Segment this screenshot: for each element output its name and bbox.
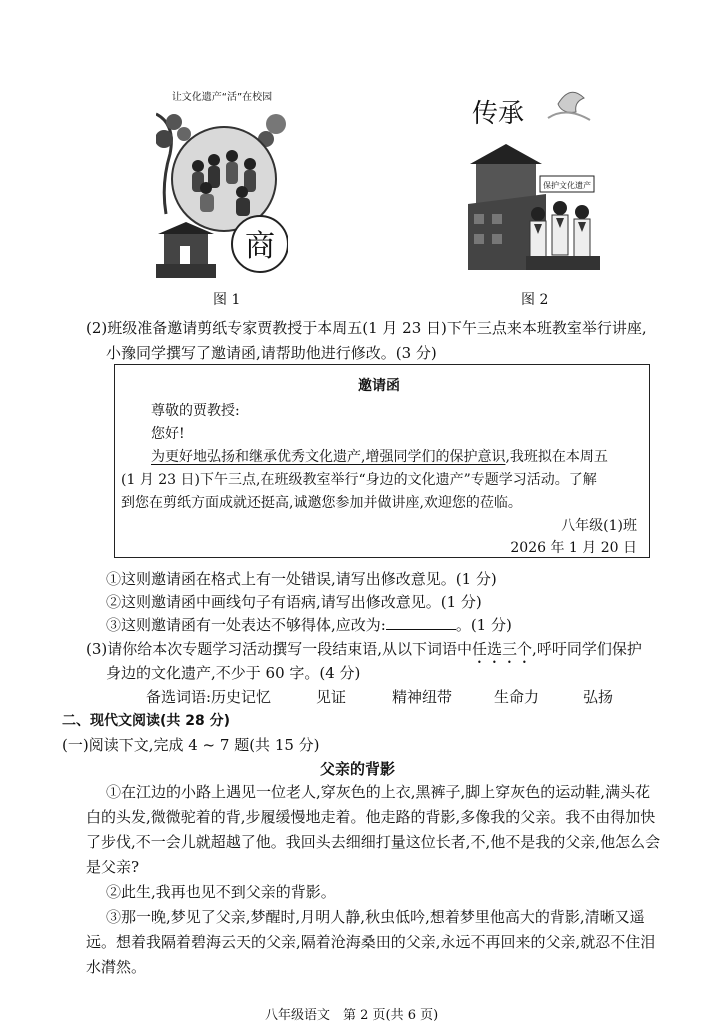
letter-signature: 八年级(1)班 xyxy=(561,518,637,534)
word-bank-item: 弘扬 xyxy=(583,688,614,706)
letter-title: 邀请函 xyxy=(358,378,400,394)
word-bank-item: 精神纽带 xyxy=(392,688,453,706)
figure-2-illustration xyxy=(466,84,600,270)
question-3-line-2: 身边的文化遗产,不少于 60 字。(4 分) xyxy=(106,664,361,682)
answer-blank[interactable] xyxy=(386,615,456,630)
article-title: 父亲的背影 xyxy=(320,760,396,778)
figure-1-title: 让文化遗产“活”在校园 xyxy=(171,92,273,103)
word-bank-item: 生命力 xyxy=(494,688,540,706)
page-footer: 八年级语文 第 2 页(共 6 页) xyxy=(265,1008,439,1023)
figure-1-illustration xyxy=(156,84,288,278)
word-bank-label: 备选词语:历史记忆 xyxy=(146,688,272,706)
paragraph-line: 远。想着我隔着碧海云天的父亲,隔着沧海桑田的父亲,永远不再回来的父亲,就忍不住泪 xyxy=(86,933,656,951)
figure-1 xyxy=(156,84,288,278)
section-2-subheading: (一)阅读下文,完成 4 ~ 7 题(共 15 分) xyxy=(62,736,320,754)
paragraph-line: ①在江边的小路上遇见一位老人,穿灰色的上衣,黑裤子,脚上穿灰色的运动鞋,满头花 xyxy=(106,783,651,801)
letter-body-line-2: (1 月 23 日)下午三点,在班级教室举行“身边的文化遗产”专题学习活动。了解 xyxy=(121,472,597,488)
letter-underlined-sentence: 为更好地弘扬和继承优秀文化遗产,增强同学们的保护意识 xyxy=(151,449,506,465)
question-3-line-1-pre: (3)请你给本次专题学习活动撰写一段结束语,从以下词语中 xyxy=(86,640,473,658)
question-2-line-2: 小豫同学撰写了邀请函,请帮助他进行修改。(3 分) xyxy=(106,344,437,362)
figure-1-glyph: 商 xyxy=(245,229,275,264)
paragraph-line: ②此生,我再也见不到父亲的背影。 xyxy=(106,883,336,901)
sub-question-3-score: 。(1 分) xyxy=(455,616,512,634)
figure-2-caption: 图 2 xyxy=(521,292,549,308)
letter-body-line-1-rest: ,我班拟在本周五 xyxy=(505,449,608,465)
invitation-letter-box xyxy=(114,364,650,558)
figure-2-title: 传承 xyxy=(471,99,525,129)
paragraph-line: ③那一晚,梦见了父亲,梦醒时,月明人静,秋虫低吟,想着梦里他高大的背影,清晰又遥 xyxy=(106,908,645,926)
article-paragraph-1 xyxy=(86,780,671,880)
sub-question-2: ②这则邀请函中画线句子有语病,请写出修改意见。(1 分) xyxy=(106,593,482,611)
section-2-heading: 二、现代文阅读(共 28 分) xyxy=(62,713,231,729)
sub-question-1: ①这则邀请函在格式上有一处错误,请写出修改意见。(1 分) xyxy=(106,570,497,588)
question-2-line-1: (2)班级准备邀请剪纸专家贾教授于本周五(1 月 23 日)下午三点来本班教室举行讲座, xyxy=(86,319,647,337)
question-3-emphasis: 任选三个 xyxy=(472,640,533,658)
paragraph-line: 是父亲? xyxy=(86,858,140,876)
sub-question-3-prompt: ③这则邀请函有一处表达不够得体,应改为: xyxy=(106,616,386,634)
figure-2 xyxy=(466,84,600,270)
letter-salutation: 尊敬的贾教授: xyxy=(151,403,240,419)
paragraph-line: 水潸然。 xyxy=(86,958,147,976)
figure-2-sign: 保护文化遗产 xyxy=(543,181,591,190)
letter-greeting: 您好! xyxy=(151,426,185,442)
question-3-line-1-post: ,呼吁同学们保护 xyxy=(532,640,642,658)
article-paragraph-2 xyxy=(86,880,671,905)
sub-question-3 xyxy=(106,614,512,635)
letter-body-line-1 xyxy=(151,446,608,466)
paragraph-line: 了步伐,不一会儿就超越了他。我回头去细细打量这位长者,不,他不是我的父亲,他怎么会 xyxy=(86,833,661,851)
article-paragraph-3 xyxy=(86,905,671,980)
figure-1-caption: 图 1 xyxy=(213,292,241,308)
letter-date: 2026 年 1 月 20 日 xyxy=(510,540,637,556)
word-bank-item: 见证 xyxy=(316,688,347,706)
letter-body-line-3: 到您在剪纸方面成就还挺高,诚邀您参加并做讲座,欢迎您的莅临。 xyxy=(121,495,522,511)
paragraph-line: 白的头发,微微驼着的背,步履缓慢地走着。他走路的背影,多像我的父亲。我不由得加快 xyxy=(86,808,656,826)
